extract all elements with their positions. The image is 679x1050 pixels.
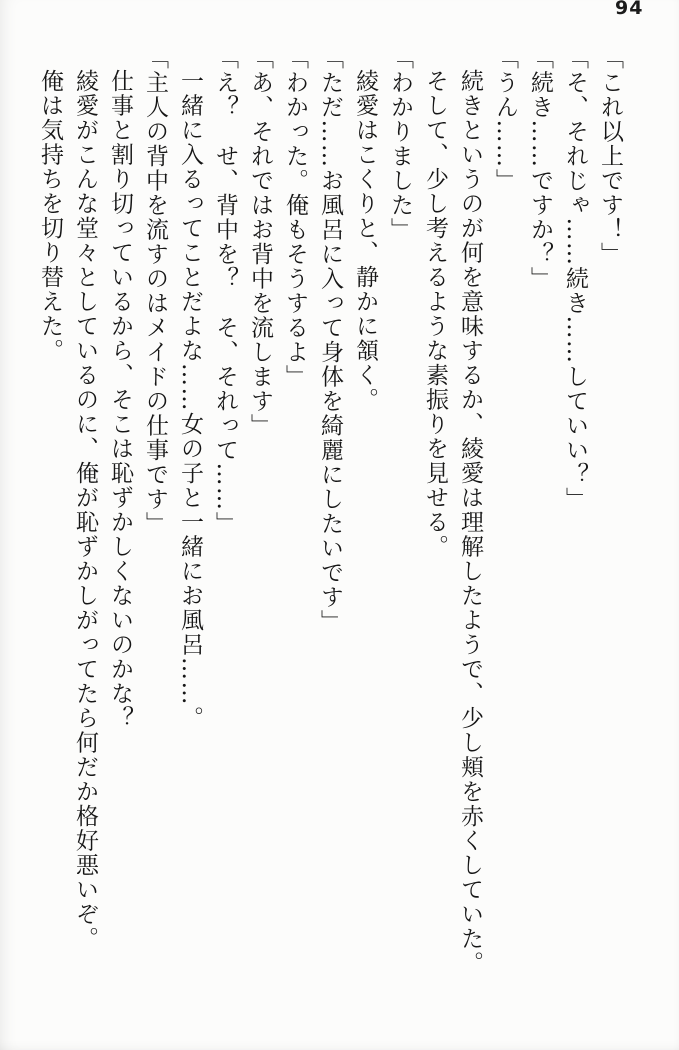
paragraph-line: 「あ、それではお背中を流します」 <box>247 46 273 438</box>
paragraph-line: そして、少し考えるような素振りを見せる。 <box>422 69 448 559</box>
paragraph-line: 続きというのが何を意味するか、綾愛は理解したようで、少し頬を赤くしていた。 <box>457 69 483 976</box>
paragraph-line: 「これ以上です！」 <box>597 46 623 267</box>
paragraph-line: 仕事と割り切っているから、そこは恥ずかしくないのかな？ <box>107 69 133 731</box>
page-number: 94 <box>615 0 644 19</box>
paragraph-line: 綾愛がこんな堂々としているのに、俺が恥ずかしがってたら何だか格好悪いぞ。 <box>72 69 98 951</box>
paragraph-line: 「ただ……お風呂に入って身体を綺麗にしたいです」 <box>317 46 343 634</box>
paragraph-line: 「そ、それじゃ……続き……していい？」 <box>562 46 588 512</box>
paragraph-line: 「うん……」 <box>492 46 518 193</box>
paragraph-line: 俺は気持ちを切り替えた。 <box>37 69 63 363</box>
paragraph-line: 「わかった。俺もそうするよ」 <box>282 46 308 389</box>
paragraph-line: 綾愛はこくりと、静かに頷く。 <box>352 69 378 412</box>
paragraph-line: 一緒に入るってことだよな……女の子と一緒にお風呂……。 <box>177 69 203 731</box>
text-block <box>32 46 627 1038</box>
paragraph-line: 「わかりました」 <box>387 46 413 242</box>
paragraph-line: 「続き……ですか？」 <box>527 46 553 291</box>
paragraph-line: 「え？ せ、背中を？ そ、それって……」 <box>212 46 238 536</box>
paragraph-line: 「主人の背中を流すのはメイドの仕事です」 <box>142 46 168 536</box>
